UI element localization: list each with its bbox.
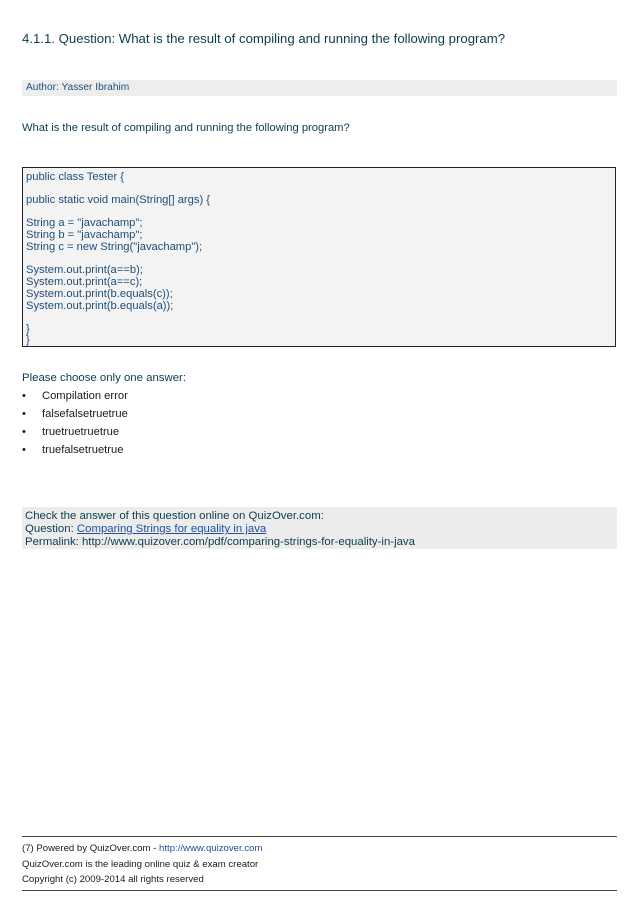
bullet-icon: •	[22, 390, 26, 402]
footer-tagline: QuizOver.com is the leading online quiz & exam creator	[22, 859, 259, 870]
code-line: }	[26, 323, 30, 335]
answer-option[interactable]	[22, 408, 128, 420]
choose-label: Please choose only one answer:	[22, 372, 187, 384]
code-line: public static void main(String[] args) {	[26, 194, 211, 206]
footer-powered-prefix: (7) Powered by QuizOver.com -	[22, 843, 160, 854]
code-line: String b = "javachamp";	[26, 229, 143, 241]
code-line: System.out.print(a==b);	[26, 264, 143, 276]
code-line: String a = "javachamp";	[26, 217, 143, 229]
code-line: }	[26, 334, 30, 346]
answer-option[interactable]	[22, 444, 123, 456]
page-title: 4.1.1. Question: What is the result of compiling and running the following program?	[22, 31, 506, 46]
code-line: public class Tester {	[26, 171, 125, 183]
question-link-prefix: Question:	[25, 523, 77, 535]
code-line: System.out.print(b.equals(c));	[26, 288, 173, 300]
bullet-icon: •	[22, 408, 26, 420]
code-line: System.out.print(b.equals(a));	[26, 300, 174, 312]
answer-option-label: truefalsetruetrue	[42, 444, 124, 456]
footer-divider-top	[22, 836, 617, 837]
question-link[interactable]: Comparing Strings for equality in java	[76, 523, 267, 535]
permalink[interactable]: Permalink: http://www.quizover.com/pdf/comparing-strings-for-equality-in-java	[25, 536, 415, 548]
check-answer-box	[22, 507, 617, 549]
answer-option[interactable]	[22, 390, 128, 402]
author-bar	[22, 80, 617, 96]
author-label: Author: Yasser Ibrahim	[26, 82, 130, 93]
footer-copyright: Copyright (c) 2009-2014 all rights reserved	[22, 874, 204, 885]
code-line: System.out.print(a==c);	[26, 276, 143, 288]
code-block	[22, 167, 616, 347]
bullet-icon: •	[22, 444, 26, 456]
bullet-icon: •	[22, 426, 26, 438]
answer-option-label: Compilation error	[42, 390, 128, 402]
answer-option-label: falsefalsetruetrue	[42, 408, 128, 420]
check-answer-text: Check the answer of this question online on QuizOver.com:	[25, 510, 324, 522]
answer-option-label: truetruetruetrue	[42, 426, 120, 438]
footer-divider-bottom	[22, 890, 617, 891]
answer-option[interactable]	[22, 426, 119, 438]
code-line: String c = new String("javachamp");	[26, 241, 203, 253]
footer-site-link[interactable]: http://www.quizover.com	[159, 843, 263, 854]
footer-powered-by	[22, 843, 262, 854]
question-text: What is the result of compiling and running the following program?	[22, 122, 350, 134]
question-link-line	[25, 523, 266, 535]
